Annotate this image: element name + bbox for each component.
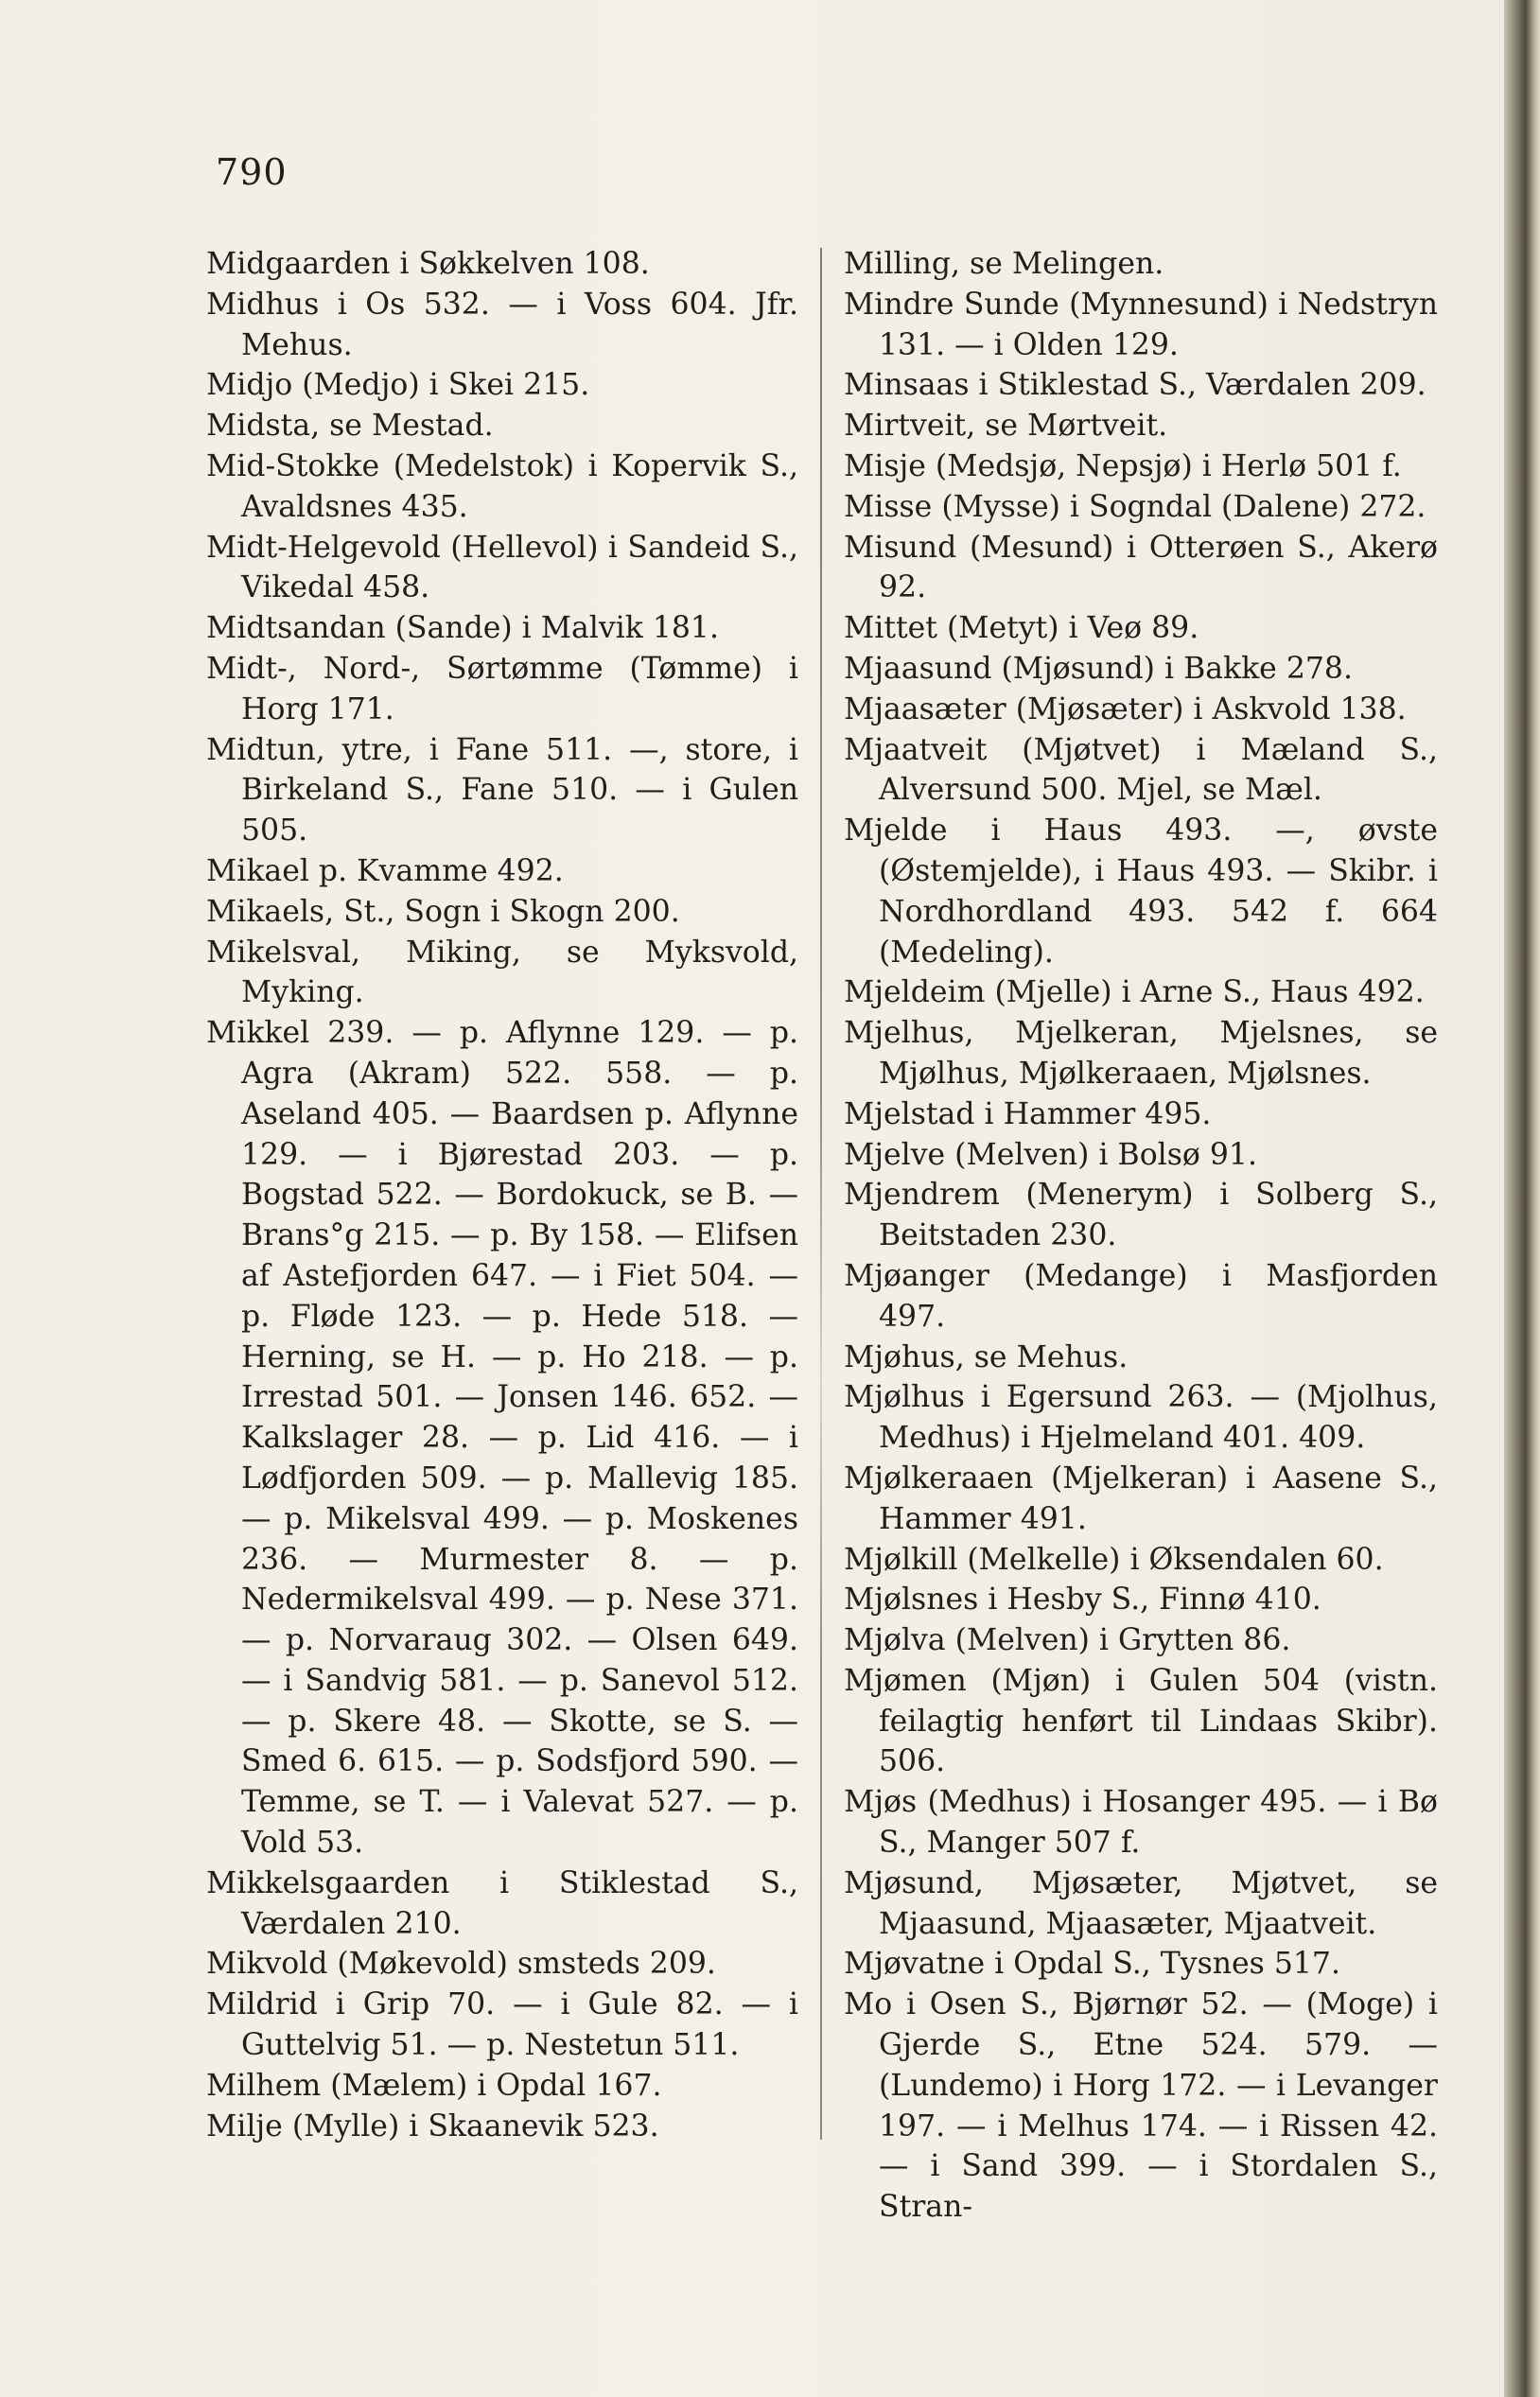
index-entry: Midhus i Os 532. — i Voss 604. Jfr. Mehus. — [206, 287, 798, 362]
index-entry: Midtsandan (Sande) i Malvik 181. — [206, 611, 719, 646]
index-entry: Mjølsnes i Hesby S., Finnø 410. — [844, 1583, 1321, 1618]
index-entry: Milhem (Mælem) i Opdal 167. — [206, 2068, 662, 2103]
index-entry: Mjøvatne i Opdal S., Tysnes 517. — [844, 1947, 1340, 1982]
index-entry: Mo i Osen S., Bjørnør 52. — (Moge) i Gjerde S., Etne 524. 579. — (Lundemo) i Horg 172. — i Levanger 197. — i Melhus 174. — i Rissen 42. — i Sand 399. — i Stordalen S., Stran- — [844, 1987, 1438, 2225]
index-entry: Mittet (Metyt) i Veø 89. — [844, 611, 1199, 646]
index-entry: Mjeldeim (Mjelle) i Arne S., Haus 492. — [844, 975, 1425, 1010]
index-entry: Misund (Mesund) i Otterøen S., Akerø 92. — [844, 530, 1438, 605]
index-entry: Midsta, se Mestad. — [206, 409, 494, 444]
index-entry: Mjølkeraaen (Mjelkeran) i Aasene S., Hammer 491. — [844, 1461, 1438, 1536]
index-entry: Mjøhus, se Mehus. — [844, 1339, 1129, 1374]
index-entry: Mindre Sunde (Mynnesund) i Nedstryn 131. — i Olden 129. — [844, 287, 1438, 362]
index-entry: Midt-, Nord-, Sørtømme (Tømme) i Horg 171. — [206, 651, 798, 726]
index-column-left — [206, 244, 798, 2146]
index-entry: Mikkelsgaarden i Stiklestad S., Værdalen 210. — [206, 1865, 798, 1941]
index-entry: Mjaasund (Mjøsund) i Bakke 278. — [844, 651, 1353, 686]
index-entry: Mjøs (Medhus) i Hosanger 495. — i Bø S., Manger 507 f. — [844, 1785, 1438, 1861]
index-entry: Mjøanger (Medange) i Masfjorden 497. — [844, 1258, 1438, 1334]
index-entry: Mjaasæter (Mjøsæter) i Askvold 138. — [844, 691, 1407, 726]
index-entry: Mirtveit, se Mørtveit. — [844, 409, 1168, 444]
index-entry: Mikvold (Møkevold) smsteds 209. — [206, 1947, 716, 1982]
index-entry: Midgaarden i Søkkelven 108. — [206, 247, 650, 281]
index-entry: Mid-Stokke (Medelstok) i Kopervik S., Avaldsnes 435. — [206, 448, 798, 524]
index-entry: Midtun, ytre, i Fane 511. —, store, i Birkeland S., Fane 510. — i Gulen 505. — [206, 732, 798, 849]
index-entry: Mikkel 239. — p. Aflynne 129. — p. Agra (Akram) 522. 558. — p. Aseland 405. — Baardsen p. Aflynne 129. — i Bjørestad 203. — p. Bogstad 522. — Bordokuck, se B. — Brans°g 215. — p. By 158. — Elifsen af Astefjorden 647. — i Fiet 504. — p. Fløde 123. — p. Hede 518. — Herning, se H. — p. Ho 218. — p. Irrestad 501. — Jonsen 146. 652. — Kalkslager 28. — p. Lid 416. — i Lødfjorden 509. — p. Mallevig 185. — p. Mikelsval 499. — p. Moskenes 236. — Murmester 8. — p. Nedermikelsval 499. — p. Nese 371. — p. Norvaraug 302. — Olsen 649. — i Sandvig 581. — p. Sanevol 512. — p. Skere 48. — Skotte, se S. — Smed 6. 615. — p. Sodsfjord 590. — Temme, se T. — i Valevat 527. — p. Vold 53. — [206, 1016, 798, 1861]
index-entry: Mjølva (Melven) i Grytten 86. — [844, 1623, 1291, 1658]
index-entry: Misse (Mysse) i Sogndal (Dalene) 272. — [844, 489, 1426, 524]
index-entry: Mjølkill (Melkelle) i Øksendalen 60. — [844, 1542, 1384, 1577]
page-number: 790 — [216, 151, 288, 193]
index-entry: Mjelve (Melven) i Bolsø 91. — [844, 1137, 1257, 1172]
index-entry: Mjendrem (Menerym) i Solberg S., Beitstaden 230. — [844, 1178, 1438, 1253]
index-entry: Midt-Helgevold (Hellevol) i Sandeid S., Vikedal 458. — [206, 530, 798, 605]
index-column-right — [844, 244, 1438, 2228]
index-entry: Misje (Medsjø, Nepsjø) i Herlø 501 f. — [844, 448, 1402, 483]
index-entry: Mjelhus, Mjelkeran, Mjelsnes, se Mjølhus, Mjølkeraaen, Mjølsnes. — [844, 1016, 1438, 1091]
index-entry: Mjømen (Mjøn) i Gulen 504 (vistn. feilagtig henført til Lindaas Skibr). 506. — [844, 1663, 1438, 1779]
index-entry: Mikaels, St., Sogn i Skogn 200. — [206, 894, 680, 929]
index-entry: Milling, se Melingen. — [844, 247, 1164, 281]
index-entry: Mjaatveit (Mjøtvet) i Mæland S., Alversund 500. Mjel, se Mæl. — [844, 732, 1438, 808]
page-edge — [1504, 0, 1540, 2397]
index-entry: Mjelstad i Hammer 495. — [844, 1096, 1212, 1131]
index-entry: Minsaas i Stiklestad S., Værdalen 209. — [844, 368, 1426, 403]
index-entry: Mjelde i Haus 493. —, øvste (Østemjelde), i Haus 493. — Skibr. i Nordhordland 493. 542 f. 664 (Medeling). — [844, 814, 1438, 970]
index-entry: Mikael p. Kvamme 492. — [206, 853, 564, 888]
index-entry: Mjøsund, Mjøsæter, Mjøtvet, se Mjaasund, Mjaasæter, Mjaatveit. — [844, 1865, 1438, 1941]
index-entry: Mildrid i Grip 70. — i Gule 82. — i Guttelvig 51. — p. Nestetun 511. — [206, 1987, 798, 2063]
index-entry: Milje (Mylle) i Skaanevik 523. — [206, 2108, 659, 2143]
index-entry: Mjølhus i Egersund 263. — (Mjolhus, Medhus) i Hjelmeland 401. 409. — [844, 1380, 1438, 1456]
column-divider — [820, 248, 822, 2140]
index-entry: Midjo (Medjo) i Skei 215. — [206, 368, 590, 403]
index-entry: Mikelsval, Miking, se Myksvold, Myking. — [206, 935, 798, 1010]
